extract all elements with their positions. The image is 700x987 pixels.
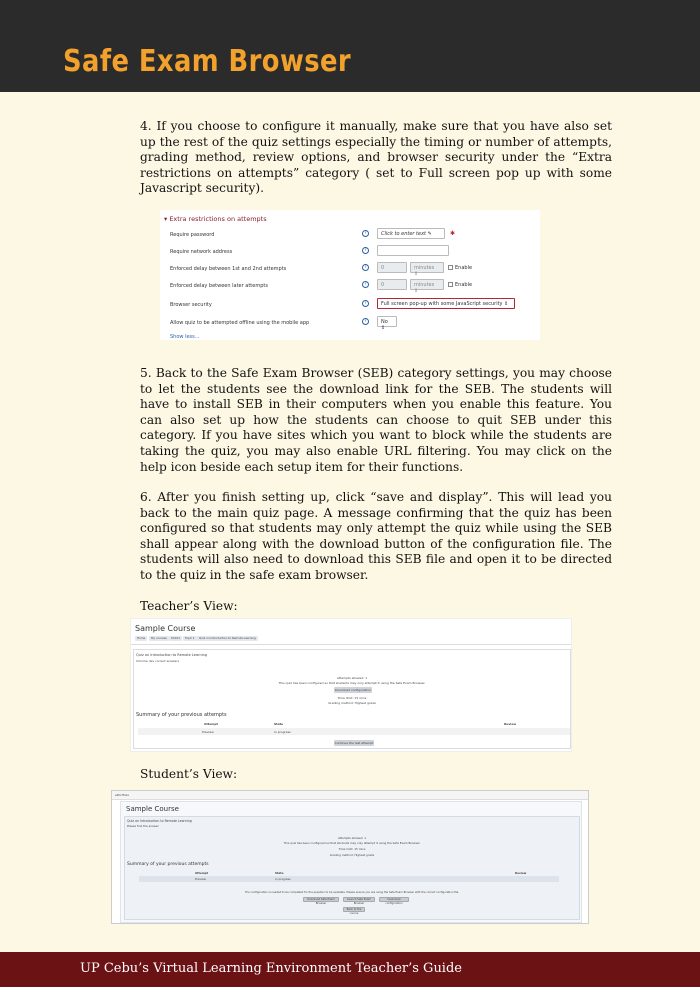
page-footer — [0, 952, 700, 987]
page-title: Safe Exam Browser — [63, 44, 352, 79]
teacher-view-screenshot — [130, 618, 572, 752]
password-field[interactable]: Click to enter text ✎ — [377, 228, 445, 239]
setting-label: Require password — [170, 232, 215, 238]
teacher-view-label: Teacher’s View: — [140, 599, 238, 613]
help-icon[interactable]: ? — [362, 230, 369, 237]
setting-row — [170, 316, 530, 330]
page-header — [0, 0, 700, 92]
column-header: Attempt — [204, 722, 218, 726]
paragraph-step-6: 6. After you finish setting up, click “save and display”. This will lead you back to the main quiz page. A message confirming that the quiz has been configured so that students may only attempt the quiz while using the SEB shall appear along with the download button of the configuration file. The students will also need to download this SEB file and open it to be directed to the quiz in the safe exam browser. — [140, 490, 612, 582]
table-cell: In progress — [275, 877, 291, 881]
setting-row — [170, 262, 530, 276]
show-less-link[interactable]: Show less... — [170, 334, 200, 340]
unit-select[interactable]: minutes ⇕ — [410, 279, 444, 290]
quiz-description: Chrome dev correct answers — [136, 659, 180, 663]
delay-field[interactable]: 0 — [377, 262, 407, 273]
footer-text: UP Cebu’s Virtual Learning Environment Teacher’s Guide — [80, 961, 462, 976]
breadcrumb-item[interactable]: My courses — [151, 636, 167, 640]
download-configuration-button[interactable]: Download configuration — [335, 688, 371, 692]
delay-field[interactable]: 0 — [377, 279, 407, 290]
table-cell: Preview — [202, 730, 214, 734]
setting-label: Allow quiz to be attempted offline using the mobile app — [170, 320, 310, 326]
back-to-course-button[interactable]: Back to the course — [343, 907, 365, 912]
quiz-description: Please find the answer — [127, 824, 159, 828]
quiz-panel — [124, 816, 580, 920]
configuration-note: The configuration is needed to be completed for the question to be available. Please ensure you are using the Safe Exam Browser with the correct configuration file. — [244, 891, 460, 894]
summary-heading: Summary of your previous attempts — [136, 712, 227, 718]
setting-row — [170, 228, 530, 242]
column-header: State — [275, 871, 284, 875]
help-icon[interactable]: ? — [362, 318, 369, 325]
extra-restrictions-screenshot — [160, 210, 540, 340]
quiz-title: Quiz on Introduction to Remote Learning — [127, 819, 192, 823]
setting-row — [170, 279, 530, 293]
required-icon: ✱ — [450, 230, 456, 237]
course-page — [120, 801, 582, 923]
table-cell: In progress — [274, 730, 291, 734]
breadcrumb-item[interactable]: Home — [137, 636, 146, 640]
enable-label: Enable — [455, 282, 473, 288]
network-address-field[interactable] — [377, 245, 449, 256]
breadcrumb-item[interactable]: Topic 1 — [185, 636, 195, 640]
download-seb-button[interactable]: Download Safe Exam Browser — [303, 897, 339, 902]
quiz-title: Quiz on Introduction to Remote Learning — [136, 653, 208, 657]
setting-row — [170, 298, 530, 312]
enable-label: Enable — [455, 265, 473, 271]
help-icon[interactable]: ? — [362, 247, 369, 254]
table-cell: Preview — [195, 877, 206, 881]
course-title: Sample Course — [135, 624, 196, 633]
enable-checkbox[interactable] — [448, 282, 453, 287]
help-icon[interactable]: ? — [362, 300, 369, 307]
offline-select[interactable]: No ⇕ — [377, 316, 397, 327]
setting-label: Enforced delay between later attempts — [170, 283, 268, 289]
quiz-panel — [133, 649, 571, 749]
grading-method: Grading method: Highest grade — [328, 701, 376, 705]
continue-attempt-button[interactable]: Continue the last attempt — [334, 741, 374, 745]
grading-method: Grading method: Highest grade — [329, 853, 375, 857]
column-header: Attempt — [195, 871, 208, 875]
browser-security-select[interactable]: Full screen pop-up with some JavaScript security ⇕ — [377, 298, 515, 309]
summary-heading: Summary of your previous attempts — [127, 862, 209, 867]
column-header: Review — [515, 871, 527, 875]
setting-row — [170, 245, 530, 259]
student-view-screenshot — [111, 790, 589, 924]
setting-label: Browser security — [170, 302, 212, 308]
attempts-allowed: Attempts allowed: 1 — [337, 836, 367, 840]
column-header: Review — [504, 722, 517, 726]
section-heading[interactable]: ▾ Extra restrictions on attempts — [164, 215, 267, 223]
help-icon[interactable]: ? — [362, 281, 369, 288]
breadcrumb-item[interactable]: SC101 — [171, 636, 181, 640]
enable-checkbox[interactable] — [448, 265, 453, 270]
unit-select[interactable]: minutes ⇕ — [410, 262, 444, 273]
help-icon[interactable]: ? — [362, 264, 369, 271]
time-limit: Time limit: 15 mins — [337, 696, 367, 700]
course-header — [131, 619, 571, 645]
breadcrumb-item[interactable]: Quiz on Introduction to Remote Learning — [199, 636, 256, 640]
student-view-label: Student’s View: — [140, 767, 238, 781]
paragraph-step-4: 4. If you choose to configure it manually, make sure that you have also set up the rest of the quiz settings especially the timing or number of attempts, grading method, review options, and browser security under the “Extra restrictions on attempts” category ( set to Full screen pop up with some Javascript security). — [140, 119, 612, 196]
time-limit: Time limit: 15 mins — [338, 847, 366, 851]
setting-label: Enforced delay between 1st and 2nd attempts — [170, 266, 287, 272]
bar-label: ePortfolio — [115, 793, 130, 797]
seb-message: This quiz has been configured so that students may only attempt it using the Safe Exam Browser. — [283, 841, 421, 845]
download-configuration-button[interactable]: Download configuration — [379, 897, 409, 902]
column-header: State — [274, 722, 284, 726]
attempts-allowed: Attempts allowed: 1 — [336, 676, 368, 680]
course-title: Sample Course — [126, 805, 179, 813]
browser-bar — [112, 791, 588, 800]
paragraph-step-5: 5. Back to the Safe Exam Browser (SEB) category settings, you may choose to let the students see the download link for the SEB. The students will have to install SEB in their computers when you enable this feature. You can also set up how the students can choose to quit SEB under this category. If you have sites which you want to block while the students are taking the quiz, you may also enable URL filtering. You may click on the help icon beside each setup item for their functions. — [140, 366, 612, 474]
setting-label: Require network address — [170, 249, 233, 255]
seb-message: This quiz has been configured so that students may only attempt it using the Safe Exam Browser. — [278, 681, 426, 685]
launch-seb-button[interactable]: Launch Safe Exam Browser — [343, 897, 375, 902]
